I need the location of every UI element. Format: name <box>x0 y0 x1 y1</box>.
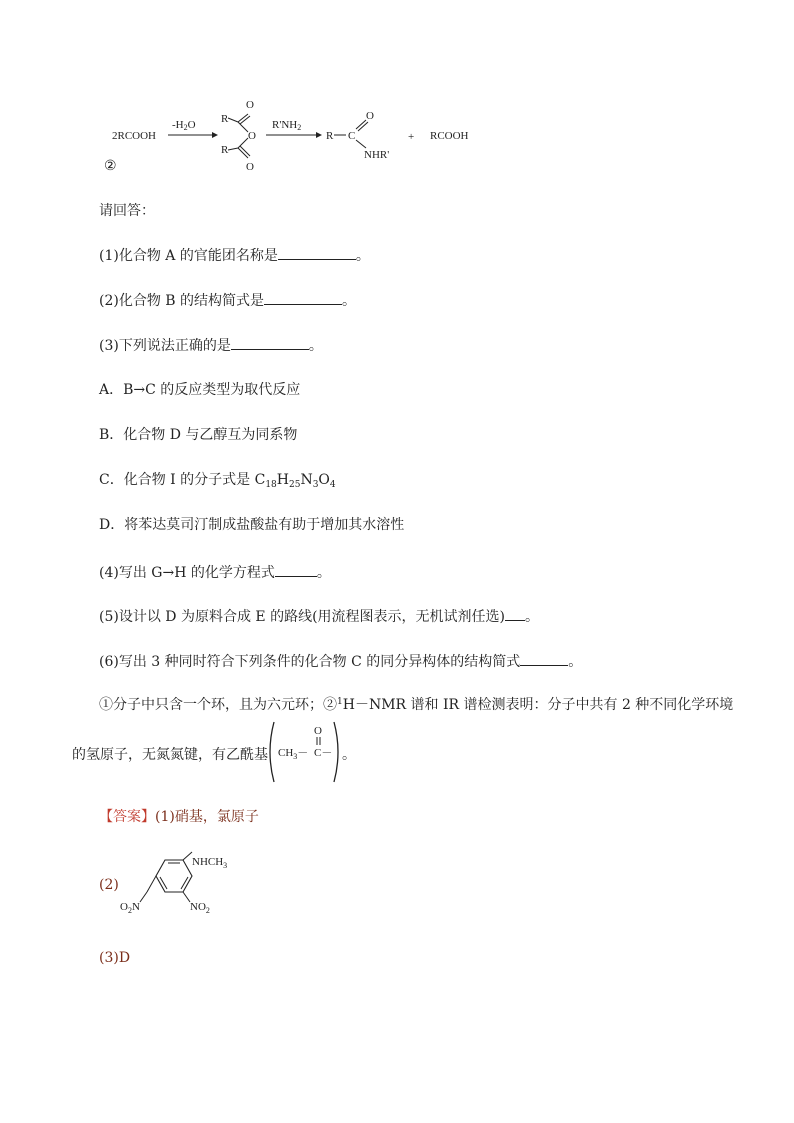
svg-text:R: R <box>221 113 229 125</box>
answer-1: (1)硝基，氯原子 <box>155 809 259 825</box>
answer-3: (3)D <box>99 950 131 966</box>
svg-text:O: O <box>246 99 254 111</box>
condition-2: R'NH2 <box>272 119 302 132</box>
answer-tag: 【答案】 <box>99 809 155 825</box>
question-5: (5)设计以 D 为原料合成 E 的路线(用流程图表示，无机试剂任选) 。 <box>99 609 539 625</box>
acetyl-c: C－ <box>314 747 333 759</box>
condition-1: -H2O <box>172 119 196 132</box>
plus-sign: + <box>408 131 415 143</box>
byproduct-text: RCOOH <box>430 130 469 142</box>
question-4: (4)写出 G→H 的化学方程式 。 <box>99 565 331 581</box>
benzene-ring <box>156 860 192 892</box>
acetyl-o: O <box>314 725 322 737</box>
question-1: (1)化合物 A 的官能团名称是 。 <box>99 248 370 264</box>
reactant-text: 2RCOOH <box>112 130 157 142</box>
svg-text:C: C <box>348 130 356 142</box>
answer-line-1 <box>99 806 259 826</box>
svg-text:O: O <box>246 161 254 173</box>
prompt-text: 请回答： <box>99 203 155 219</box>
amide-structure <box>326 110 389 161</box>
question-6: (6)写出 3 种同时符合下列条件的化合物 C 的同分异构体的结构简式 。 <box>99 654 583 670</box>
nhch3-label: $NHCH_3$ <box>192 856 228 870</box>
left-paren <box>270 722 274 782</box>
svg-text:R: R <box>221 144 229 156</box>
svg-text:O: O <box>248 130 256 142</box>
anhydride-structure <box>221 99 256 173</box>
option-b: B．化合物 D 与乙醇互为同系物 <box>99 427 298 443</box>
no2-label: $NO_2$ <box>190 901 210 915</box>
arrow-head-1 <box>212 132 218 138</box>
o2n-label: $O_2N$ <box>120 901 140 915</box>
option-c: C．化合物 I 的分子式是 $C_{18}H_{25}N_3O_4$ <box>99 472 336 490</box>
option-d: D．将苯达莫司汀制成盐酸盐有助于增加其水溶性 <box>99 517 405 533</box>
reaction-marker: ② <box>104 158 117 174</box>
reaction-scheme-2 <box>0 0 794 190</box>
arrow-head-2 <box>316 132 322 138</box>
acetyl-ch3: $CH_3-$ <box>278 747 309 761</box>
question-2: (2)化合物 B 的结构简式是 。 <box>99 293 357 309</box>
right-paren <box>334 722 338 782</box>
svg-text:O: O <box>366 110 374 122</box>
svg-text:NHR': NHR' <box>364 149 390 161</box>
condition-line-1: ①分子中只含一个环，且为六元环；②$^1$H－NMR 谱和 IR 谱检测表明：分子中共有 2 种不同化学环境 <box>99 697 734 713</box>
question-3: (3)下列说法正确的是 。 <box>99 338 323 354</box>
option-a: A．B→C 的反应类型为取代反应 <box>99 382 301 398</box>
svg-text:R: R <box>326 130 334 142</box>
answer-2-label: (2) <box>99 877 119 893</box>
answer-2-structure <box>110 848 260 918</box>
condition-end-mark: 。 <box>342 747 356 763</box>
condition-line-2: 的氢原子，无氮氮键，有乙酰基 <box>72 747 268 763</box>
